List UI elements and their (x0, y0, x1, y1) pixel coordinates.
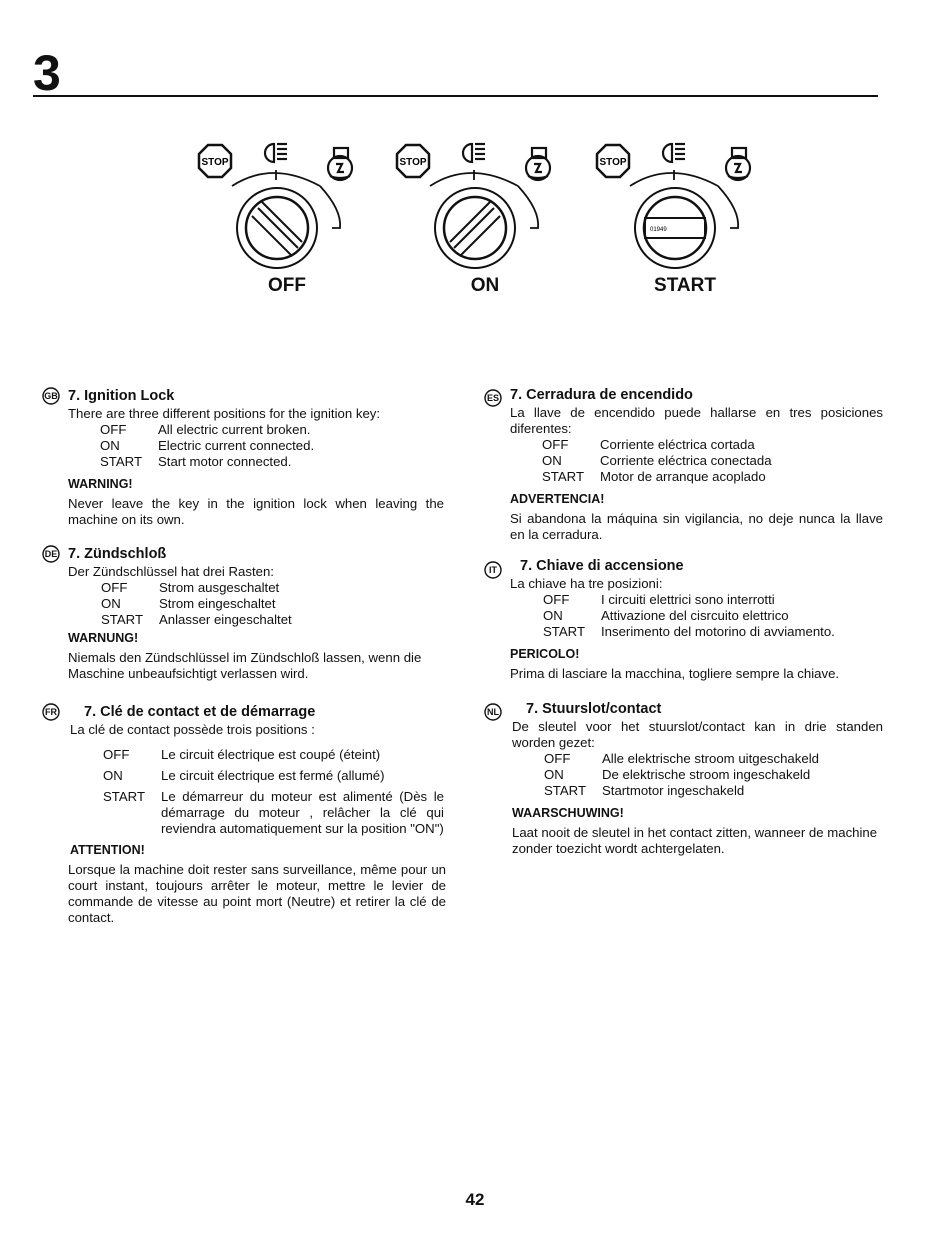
section-intro: La clé de contact possède trois positions : (70, 722, 315, 737)
headlight-icon (463, 144, 485, 162)
ignition-key-icon (635, 188, 715, 268)
headlight-icon (663, 144, 685, 162)
lang-badge-it: IT (484, 561, 502, 579)
section-title: 7. Ignition Lock (68, 388, 175, 404)
section-intro: La chiave ha tre posizioni: (510, 576, 663, 591)
position-row: OFF I circuiti elettrici sono interrotti (543, 592, 775, 607)
warning-text: Niemals den Zündschlüssel im Zündschloß lassen, wenn die Maschine unbeaufsichtigt verlassen wird. (68, 650, 422, 681)
page-number: 42 (465, 1190, 485, 1209)
section-intro: There are three different positions for the ignition key: (68, 406, 381, 421)
section-intro: La llave de encendido puede hallarse en tres posiciones diferentes: (510, 405, 883, 436)
svg-text:01949: 01949 (650, 227, 667, 233)
warning-label: WAARSCHUWING! (512, 806, 624, 820)
position-row: START Startmotor ingeschakeld (544, 783, 745, 798)
warning-text: Never leave the key in the ignition lock when leaving the machine on its own. (68, 496, 444, 527)
position-row: ON Strom eingeschaltet (101, 596, 276, 611)
stop-sign-icon (597, 145, 629, 177)
position-row: START Inserimento del motorino di avviamento. (543, 624, 835, 639)
section-nl (487, 701, 883, 857)
ignition-diagram-on (390, 140, 580, 305)
position-row: OFF Strom ausgeschaltet (101, 580, 280, 595)
section-gb (44, 388, 444, 528)
lang-badge-de: DE (42, 545, 60, 563)
header-rule (33, 95, 878, 97)
position-row: ON De elektrische stroom ingeschakeld (544, 767, 811, 782)
engine-start-icon (328, 148, 352, 180)
section-de (44, 546, 444, 682)
position-row: OFF Corriente eléctrica cortada (542, 437, 755, 452)
ignition-key-icon (435, 188, 515, 268)
position-row: START Anlasser eingeschaltet (101, 612, 292, 627)
lang-badge-es: ES (484, 389, 502, 407)
stop-sign-icon (397, 145, 429, 177)
ignition-key-icon (237, 188, 317, 268)
position-row: ON Electric current connected. (100, 438, 315, 453)
ignition-diagram-off (192, 140, 382, 305)
lang-badge-nl: NL (484, 703, 502, 721)
position-row: ON Attivazione del cisrcuito elettrico (543, 608, 789, 623)
svg-text:STOP: STOP (201, 157, 229, 168)
section-intro: Der Zündschlüssel hat drei Rasten: (68, 564, 274, 579)
position-row: START Start motor connected. (100, 454, 292, 469)
warning-text: Prima di lasciare la macchina, togliere sempre la chiave. (510, 666, 840, 681)
lang-badge-fr: FR (42, 703, 60, 721)
section-es (486, 387, 883, 543)
chapter-number: 3 (33, 45, 60, 101)
warning-label: ADVERTENCIA! (510, 492, 605, 506)
stop-sign-icon (199, 145, 231, 177)
warning-label: WARNUNG! (68, 631, 139, 645)
warning-text: Laat nooit de sleutel in het contact zitten, wanneer de machine zonder toezicht wordt achtergelaten. (512, 825, 878, 856)
warning-text: Lorsque la machine doit rester sans surveillance, même pour un court instant, toujours arrêter le moteur, mettre le levier de commande de vitesse au point mort (Neutre) et retirer la clé de contact. (68, 862, 446, 925)
section-title: 7. Cerradura de encendido (510, 387, 693, 403)
ignition-diagram-start (590, 140, 780, 305)
diagram-label-start: START (654, 275, 716, 296)
section-intro: De sleutel voor het stuurslot/contact kan in drie standen worden gezet: (512, 719, 883, 750)
position-row: START Motor de arranque acoplado (542, 469, 766, 484)
section-title: 7. Clé de contact et de démarrage (84, 704, 316, 720)
section-title: 7. Chiave di accensione (520, 558, 684, 574)
warning-label: PERICOLO! (510, 647, 580, 661)
engine-start-icon (726, 148, 750, 180)
section-it (489, 558, 883, 682)
position-row: OFF All electric current broken. (100, 422, 311, 437)
headlight-icon (265, 144, 287, 162)
svg-text:STOP: STOP (399, 157, 427, 168)
engine-start-icon (526, 148, 550, 180)
svg-text:STOP: STOP (599, 157, 627, 168)
section-title: 7. Zündschloß (68, 546, 167, 562)
position-row: OFF Le circuit électrique est coupé (éteint) (103, 747, 381, 762)
position-row: ON Le circuit électrique est fermé (allumé) (103, 768, 385, 783)
position-row: ON Corriente eléctrica conectada (542, 453, 772, 468)
position-row: OFF Alle elektrische stroom uitgeschakeld (544, 751, 819, 766)
warning-text: Si abandona la máquina sin vigilancia, no deje nunca la llave en la cerradura. (510, 511, 883, 542)
position-row: START Le démarreur du moteur est alimenté (Dès le démarrage du moteur , relâcher la clé qui reviendra automatiquement sur la position "ON") (103, 789, 444, 836)
diagram-label-on: ON (470, 275, 500, 296)
warning-label: ATTENTION! (70, 843, 145, 857)
lang-badge-gb: GB (42, 387, 60, 405)
diagram-label-off: OFF (268, 275, 306, 296)
section-title: 7. Stuurslot/contact (526, 701, 662, 717)
warning-label: WARNING! (68, 477, 133, 491)
section-fr (45, 704, 446, 926)
